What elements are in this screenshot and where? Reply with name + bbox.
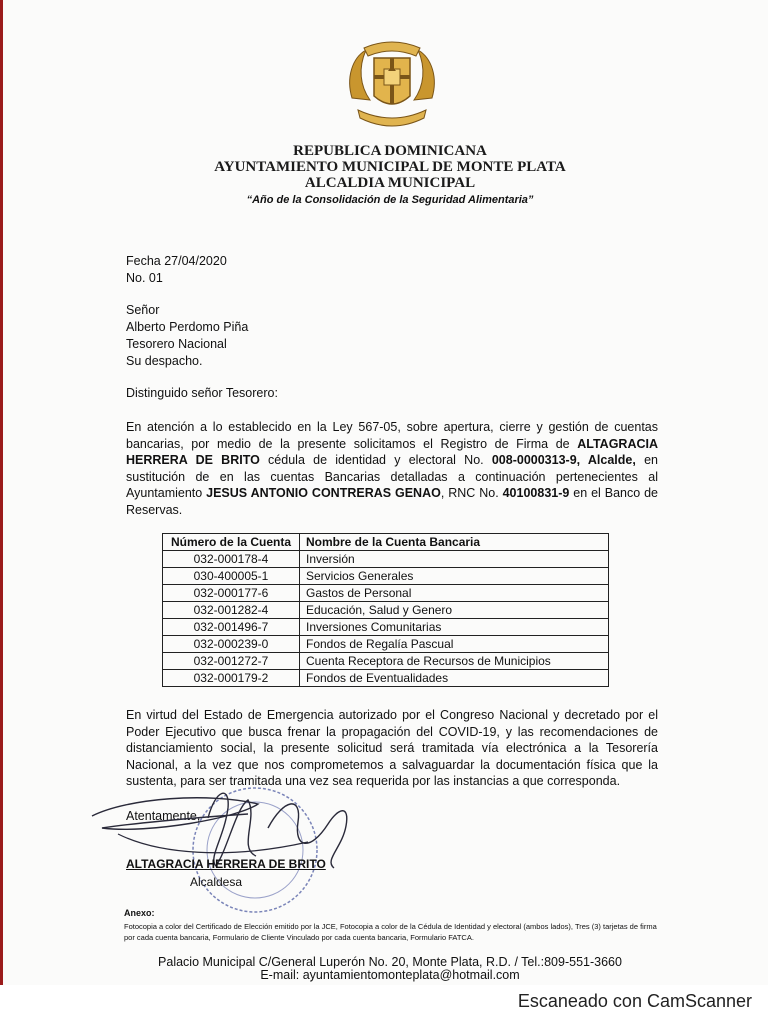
account-number: 032-000178-4	[163, 551, 300, 568]
footer-address: Palacio Municipal C/General Luperón No. 20, Monte Plata, R.D. / Tel.:809-551-3660	[158, 955, 622, 969]
account-name: Fondos de Eventualidades	[300, 670, 609, 687]
salutation: Distinguido señor Tesorero:	[126, 386, 278, 400]
header-alcaldia: ALCALDIA MUNICIPAL	[304, 175, 476, 191]
signatory-title: Alcaldesa	[190, 875, 243, 889]
account-name: Inversión	[300, 551, 609, 568]
account-number: 032-000239-0	[163, 636, 300, 653]
rnc-number: 40100831-9	[502, 486, 570, 500]
body-paragraph-1: En atención a lo establecido en la Ley 567-05, sobre apertura, cierre y gestión de cuentas bancarias, por medio de la presente solicitamos el Registro de Firma de ALTAGRACIA HERRERA DE BRITO cédula de identidad y electoral No. 008-0000313-9, Alcalde, en sustitución de en las cuentas Bancarias detalladas a continuación pertenecientes al Ayuntamiento JESUS ANTONIO CONTRERAS GENAO, RNC No. 40100831-9 en el Banco de Reservas.	[126, 420, 658, 517]
account-name: Servicios Generales	[300, 568, 609, 585]
account-number: 032-000179-2	[163, 670, 300, 687]
account-number: 032-000177-6	[163, 585, 300, 602]
anexo-heading: Anexo:	[124, 908, 155, 918]
account-name: Fondos de Regalía Pascual	[300, 636, 609, 653]
table-row	[163, 568, 609, 585]
table-row	[163, 619, 609, 636]
ayuntamiento-name: JESUS ANTONIO CONTRERAS GENAO	[206, 486, 441, 500]
body-paragraph-2: En virtud del Estado de Emergencia autorizado por el Congreso Nacional y decretado por el Poder Ejecutivo que busca frenar la propagación del COVID-19, y las recomendaciones de distanciamiento social, la presente solicitud será tramitada vía electrónica a la Tesorería Nacional, a la vez que nos comprometemos a salvaguardar la documentación física que la sustenta, para ser tramitada una vez sea requerida por las instancias a que corresponda.	[126, 708, 658, 788]
anexo-text: Fotocopia a color del Certificado de Elección emitido por la JCE, Fotocopia a color de la Cédula de Identidad y electoral (ambos lados), Tres (3) tarjetas de firma por cada cuenta bancaria, Formulario de Cliente Vinculado por cada cuenta bancaria, Formulario FATCA.	[124, 922, 657, 942]
account-name: Inversiones Comunitarias	[300, 619, 609, 636]
closing: Atentamente,	[126, 809, 201, 823]
account-number: 030-400005-1	[163, 568, 300, 585]
camscanner-watermark: Escaneado con CamScanner	[517, 991, 752, 1011]
column-header-account-name: Nombre de la Cuenta Bancaria	[300, 534, 609, 551]
recipient-position: Tesorero Nacional	[126, 337, 227, 351]
account-name: Educación, Salud y Genero	[300, 602, 609, 619]
table-row	[163, 670, 609, 687]
signatory-name: ALTAGRACIA HERRERA DE BRITO	[126, 436, 658, 467]
table-row	[163, 602, 609, 619]
signatory-id: 008-0000313-9, Alcalde,	[491, 453, 636, 467]
header-ayuntamiento: AYUNTAMIENTO MUNICIPAL DE MONTE PLATA	[214, 159, 566, 175]
recipient-name: Alberto Perdomo Piña	[126, 320, 249, 334]
account-name: Gastos de Personal	[300, 585, 609, 602]
table-row	[163, 653, 609, 670]
header-country: REPUBLICA DOMINICANA	[293, 143, 487, 159]
letter-number: No. 01	[126, 271, 163, 285]
signatory-full-name: ALTAGRACIA HERRERA DE BRITO	[126, 857, 326, 871]
account-number: 032-001282-4	[163, 602, 300, 619]
table-row	[163, 636, 609, 653]
table-header-row	[163, 534, 609, 551]
recipient-title: Señor	[126, 303, 160, 317]
recipient-office: Su despacho.	[126, 354, 203, 368]
column-header-account-number: Número de la Cuenta	[163, 534, 300, 551]
account-number: 032-001272-7	[163, 653, 300, 670]
accounts-table	[162, 533, 609, 687]
year-motto: “Año de la Consolidación de la Seguridad Alimentaria”	[246, 194, 534, 206]
coat-of-arms-icon	[344, 38, 440, 138]
footer-email: E-mail: ayuntamientomonteplata@hotmail.com	[260, 968, 520, 982]
letter-date: Fecha 27/04/2020	[126, 254, 227, 268]
account-number: 032-001496-7	[163, 619, 300, 636]
table-row	[163, 585, 609, 602]
table-row	[163, 551, 609, 568]
account-name: Cuenta Receptora de Recursos de Municipios	[300, 653, 609, 670]
